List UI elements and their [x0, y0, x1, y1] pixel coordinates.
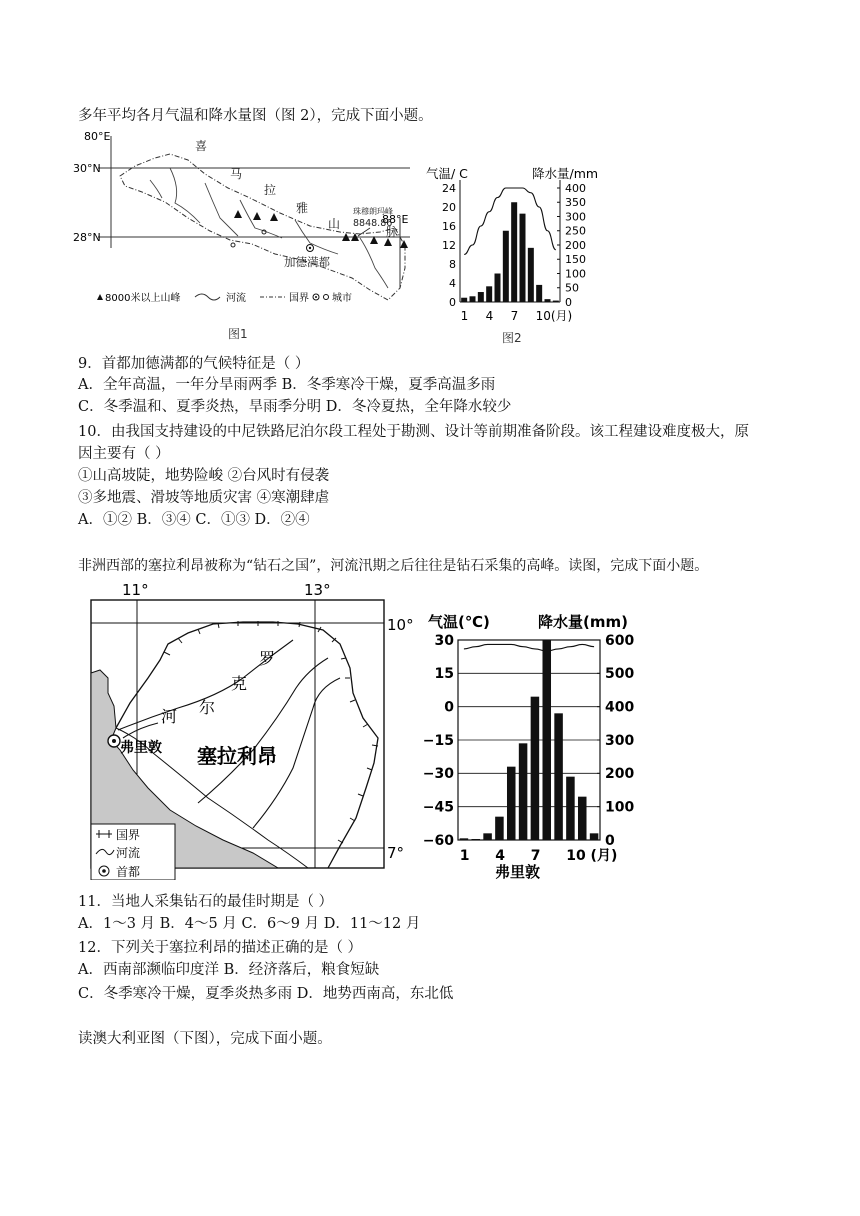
q9-stem: 9．首都加德满都的气候特征是（ ）	[78, 356, 310, 372]
lon-80-label: 80°E	[84, 130, 111, 143]
precip-bar	[507, 767, 516, 840]
temp-tick-label: 0	[449, 295, 456, 309]
precip-tick-label: 200	[605, 766, 635, 783]
precip-bar	[566, 777, 575, 840]
precip-tick-label: 350	[565, 196, 586, 210]
precip-tick-label: 100	[565, 267, 586, 281]
precip-tick-label: 300	[565, 210, 586, 224]
precip-bar	[578, 797, 587, 840]
mountain-char: 拉	[264, 183, 277, 197]
lon-88-label: 88°E	[382, 213, 409, 226]
river-char: 克	[231, 674, 248, 693]
q10-options: A．①② B．③④ C．①③ D．②④	[78, 512, 310, 528]
precip-bar	[531, 697, 540, 840]
lat-30-label: 30°N	[73, 162, 101, 175]
lat-28-label: 28°N	[73, 231, 101, 244]
temp-tick-label: 15	[434, 666, 454, 683]
precip-bar	[471, 839, 480, 840]
nepal-map	[70, 128, 415, 350]
section1-intro: 多年平均各月气温和降水量图（图 2），完成下面小题。	[78, 108, 433, 124]
precip-tick-label: 150	[565, 253, 586, 267]
precip-bar	[511, 202, 517, 302]
precip-tick-label: 500	[605, 666, 635, 683]
peak-name: 珠穆朗玛峰	[353, 207, 393, 216]
section3-intro: 读澳大利亚图（下图），完成下面小题。	[78, 1031, 332, 1047]
precip-bar	[542, 640, 551, 840]
precip-tick-label: 0	[605, 832, 615, 849]
legend-river: 河流	[116, 846, 141, 860]
temp-tick-label: 0	[444, 699, 454, 716]
mountain-char: 喜	[195, 139, 208, 153]
lat-7-label: 7°	[387, 844, 405, 862]
x-tick-label: 7	[530, 848, 541, 864]
capital-label: 加德满都	[284, 255, 330, 269]
temp-tick-label: 12	[442, 238, 456, 252]
x-tick-label: 7	[510, 309, 519, 323]
precip-bar	[554, 713, 563, 840]
precip-tick-label: 600	[605, 632, 635, 649]
x-tick-label: 10 (月)	[566, 848, 618, 864]
legend-city: 城市	[332, 293, 352, 304]
mountain-char: 脉	[386, 225, 399, 239]
q11-stem: 11．当地人采集钻石的最佳时期是（ ）	[78, 894, 334, 910]
temperature-curve	[464, 644, 594, 651]
precip-tick-label: 0	[565, 295, 572, 309]
q12-options-1: A．西南部濒临印度洋 B．经济落后，粮食短缺	[78, 962, 380, 978]
precip-bar	[536, 285, 542, 302]
peak-height: 8848.86	[353, 218, 393, 229]
precip-bar	[495, 817, 504, 840]
x-tick-label: 10(月)	[535, 309, 573, 323]
x-tick-label: 4	[485, 309, 494, 323]
mountain-char: 马	[230, 167, 243, 181]
precip-bar	[470, 296, 476, 302]
temp-tick-label: 4	[449, 276, 456, 290]
q10-stem-1: 10．由我国支持建设的中尼铁路尼泊尔段工程处于勘测、设计等前期准备阶段。该工程建设难度极大，原	[78, 424, 749, 440]
mountain-char: 雅	[296, 201, 309, 215]
precip-tick-label: 100	[605, 799, 635, 816]
x-tick-label: 1	[459, 848, 470, 864]
temp-tick-label: −30	[422, 766, 454, 783]
q12-stem: 12．下列关于塞拉利昂的描述正确的是（ ）	[78, 940, 363, 956]
precip-bar	[553, 301, 559, 302]
legend-peak: 8000米以上山峰	[105, 293, 181, 304]
temp-axis-title: 气温(℃)	[428, 613, 490, 631]
river-char: 尔	[199, 698, 216, 717]
q11-options: A．1～3 月 B．4～5 月 C．6～9 月 D．11～12 月	[78, 916, 421, 932]
river-char: 河	[161, 707, 178, 726]
legend-border: 国界	[289, 293, 309, 304]
precip-tick-label: 400	[565, 181, 586, 195]
q10-items-1: ①山高坡陡，地势险峻 ②台风时有侵袭	[78, 468, 330, 484]
temp-tick-label: 24	[442, 181, 456, 195]
river-char: 罗	[259, 649, 276, 668]
precip-bar	[590, 833, 599, 840]
temp-tick-label: −60	[422, 832, 454, 849]
temp-tick-label: −15	[422, 732, 454, 749]
precip-bar	[528, 248, 534, 302]
precip-tick-label: 400	[605, 699, 635, 716]
temperature-curve	[464, 188, 556, 255]
precip-bar	[461, 298, 467, 302]
section2-intro: 非洲西部的塞拉利昂被称为“钻石之国”，河流汛期之后往往是钻石采集的高峰。读图，完成下面小题。	[78, 558, 709, 574]
chart2-caption: 图2	[502, 331, 522, 345]
precip-axis-title: 降水量(mm)	[538, 613, 628, 631]
lat-10-label: 10°	[387, 616, 414, 634]
precip-tick-label: 250	[565, 224, 586, 238]
precip-bar	[520, 214, 526, 302]
precip-axis-title: 降水量/mm	[532, 166, 599, 181]
q10-items-2: ③多地震、滑坡等地质灾害 ④寒潮肆虐	[78, 490, 330, 506]
temp-tick-label: 30	[434, 632, 454, 649]
legend-capital: 首都	[116, 865, 141, 879]
capital-label: 弗里敦	[120, 740, 162, 756]
precip-bar	[486, 286, 492, 302]
precip-tick-label: 50	[565, 281, 579, 295]
map1-caption: 图1	[228, 327, 248, 341]
legend-border: 国界	[116, 828, 141, 842]
q9-options-1: A．全年高温，一年分旱雨两季 B．冬季寒冷干燥，夏季高温多雨	[78, 377, 496, 393]
precip-bar	[478, 292, 484, 302]
q9-options-2: C．冬季温和、夏季炎热，旱雨季分明 D．冬冷夏热，全年降水较少	[78, 399, 512, 415]
precip-bar	[545, 299, 551, 302]
precip-bar	[519, 743, 528, 840]
temp-tick-label: 16	[442, 219, 456, 233]
mountain-char: 山	[328, 217, 341, 231]
precip-bar	[495, 274, 501, 303]
precip-bar	[460, 838, 469, 840]
temp-tick-label: 20	[442, 200, 456, 214]
precip-tick-label: 300	[605, 732, 635, 749]
lon-13-label: 13°	[304, 581, 331, 599]
kathmandu-climate-chart	[420, 160, 610, 350]
legend-river: 河流	[226, 293, 246, 304]
precip-tick-label: 200	[565, 238, 586, 252]
q10-stem-2: 因主要有（ ）	[78, 446, 170, 462]
x-tick-label: 1	[460, 309, 469, 323]
q12-options-2: C．冬季寒冷干燥，夏季炎热多雨 D．地势西南高，东北低	[78, 986, 454, 1002]
temp-axis-title: 气温/ C	[426, 166, 468, 181]
temp-tick-label: −45	[422, 799, 454, 816]
freetown-climate-chart	[420, 605, 645, 885]
precip-bar	[483, 833, 492, 840]
lon-11-label: 11°	[122, 581, 149, 599]
country-label: 塞拉利昂	[197, 744, 277, 768]
x-tick-label: 4	[495, 848, 505, 864]
precip-bar	[503, 231, 509, 302]
sierra-leone-map	[78, 578, 423, 880]
station-label: 弗里敦	[495, 863, 541, 881]
temp-tick-label: 8	[449, 257, 456, 271]
